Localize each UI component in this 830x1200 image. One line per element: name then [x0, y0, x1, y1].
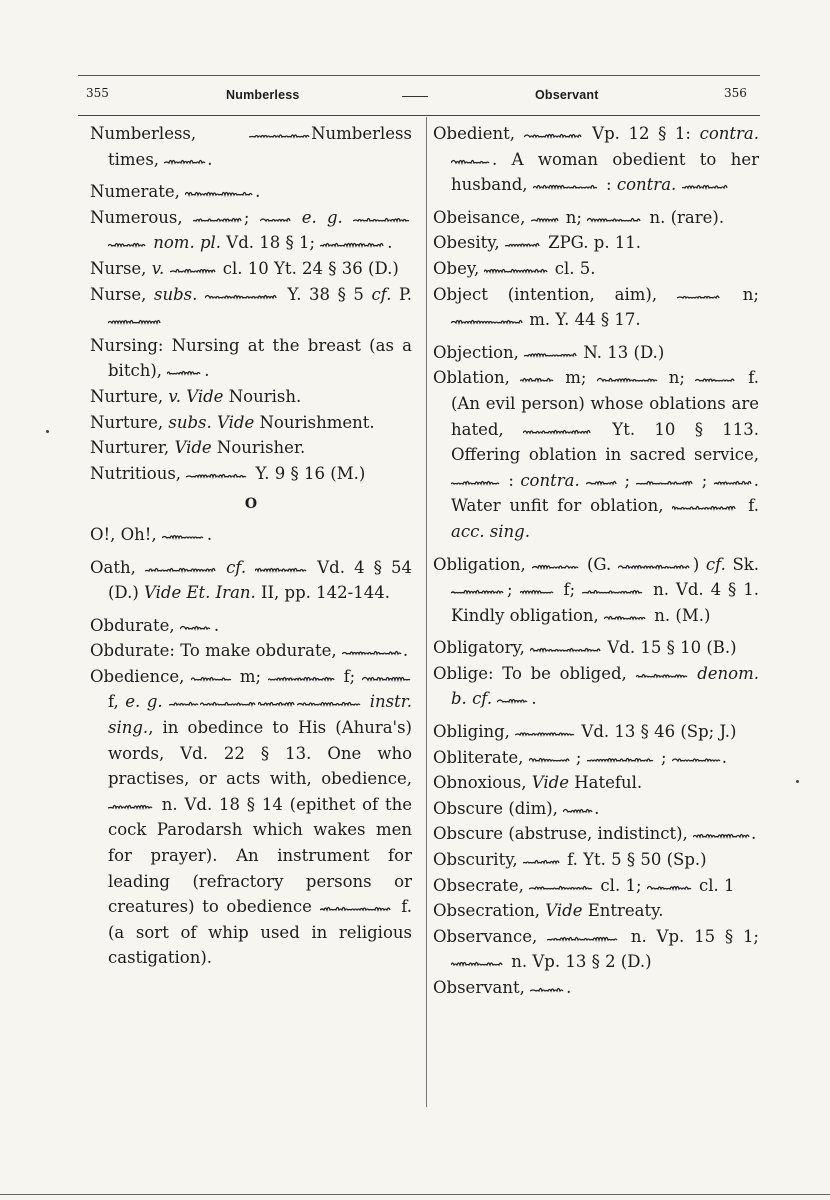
avestan-word-glyph [586, 478, 618, 487]
entry-text: ) cf. Sk. [692, 554, 759, 574]
dictionary-entry [433, 796, 759, 822]
entry-text: Numerous, [90, 207, 193, 227]
speck-mark [46, 430, 49, 433]
dictionary-entry [90, 613, 412, 639]
dictionary-entry [433, 365, 759, 544]
entry-text: Nurture, subs. Vide Nourishment. [90, 412, 375, 432]
entry-text: Nutritious, [90, 463, 187, 483]
entry-text: ; [695, 470, 714, 490]
avestan-word-glyph [530, 645, 602, 654]
entry-text: Obnoxious, Vide Hateful. [433, 773, 643, 793]
dictionary-entry [433, 282, 759, 333]
avestan-word-glyph [563, 806, 594, 815]
entry-text: . [531, 689, 537, 709]
dictionary-entry [90, 638, 412, 664]
entry-text: Vd. 13 § 46 (Sp; J.) [576, 722, 737, 742]
entry-text: Observance, [433, 926, 548, 946]
entry-text: e. g. [301, 207, 343, 227]
avestan-word-glyph [533, 182, 601, 191]
entry-text: . [751, 824, 757, 844]
entry-text: N. 13 (D.) [578, 342, 665, 362]
avestan-word-glyph [524, 131, 584, 140]
dictionary-entry [90, 179, 412, 205]
entry-text: . [594, 798, 600, 818]
dictionary-entry [90, 282, 412, 333]
dictionary-entry [433, 719, 759, 745]
entry-text: n. Vd. 18 § 14 (epithet of the cock Parodarsh which wakes men for prayer). An instrument for leading (refractory persons or creatures) to obedience [108, 794, 412, 917]
avestan-word-glyph [531, 215, 561, 224]
entry-text: n; [658, 368, 696, 388]
running-head-left: Numberless [226, 88, 300, 102]
left-column [90, 121, 412, 971]
entry-text: f. Yt. 5 § 50 (Sp.) [561, 850, 707, 870]
avestan-word-glyph [451, 478, 502, 487]
dictionary-entry [90, 522, 412, 548]
dictionary-entry [90, 205, 412, 256]
entry-text: n. (rare). [644, 207, 725, 227]
entry-text: . A woman obedient to her husband, [451, 149, 759, 195]
entry-text: Object (intention, aim), [433, 284, 677, 304]
section-letter [90, 492, 412, 518]
dictionary-entry [433, 770, 759, 796]
entry-text: Obey, [433, 258, 485, 278]
entry-text: Y. 9 § 16 (M.) [250, 463, 366, 483]
avestan-word-glyph [186, 471, 250, 480]
avestan-word-glyph [587, 755, 656, 764]
entry-text: Objection, [433, 342, 525, 362]
entry-text: ; [570, 747, 587, 767]
entry-text: . [721, 747, 728, 767]
entry-text: denom. b. cf. [451, 663, 759, 709]
avestan-word-glyph [185, 189, 255, 198]
entry-text: O [244, 496, 258, 513]
dictionary-entry [433, 821, 759, 847]
entry-text: Obligatory, [433, 638, 531, 658]
avestan-word-glyph [353, 215, 412, 224]
dictionary-entry [433, 975, 759, 1001]
dictionary-entry [90, 435, 412, 461]
entry-text: Vp. 12 § 1: contra. [583, 124, 759, 143]
dictionary-entry [90, 121, 412, 172]
entry-text: Obdurate, [90, 615, 180, 635]
entry-text: cl. 10 Yt. 24 § 36 (D.) [217, 258, 399, 278]
avestan-word-glyph [520, 375, 555, 384]
entry-text: Obscurity, [433, 850, 523, 870]
dictionary-entry [433, 898, 759, 924]
avestan-word-glyph [205, 292, 280, 301]
entry-text: f. (An evil person) whose oblations are hated, [451, 368, 759, 439]
avestan-word-glyph [255, 565, 308, 574]
avestan-word-glyph [170, 266, 218, 275]
entry-text: Nurture, v. Vide Nourish. [90, 386, 302, 406]
entry-text: n. Vp. 13 § 2 (D.) [506, 952, 652, 972]
avestan-word-glyph [532, 562, 580, 571]
entry-text: Obliterate, [433, 747, 529, 767]
avestan-word-glyph [484, 266, 549, 275]
dictionary-entry [90, 555, 412, 606]
entry-text: n. (M.) [649, 605, 711, 625]
avestan-word-glyph [693, 831, 751, 840]
entry-text: Obeisance, [433, 207, 531, 227]
avestan-word-glyph [258, 699, 297, 708]
entry-text: Oath, [90, 557, 145, 577]
dictionary-entry [433, 924, 759, 975]
avestan-word-glyph [672, 755, 722, 764]
entry-text: . Water unfit for oblation, [451, 470, 759, 516]
entry-text: . [206, 524, 213, 544]
avestan-word-glyph [451, 317, 524, 326]
entry-text: Obedience, [90, 666, 192, 686]
dictionary-entry [433, 873, 759, 899]
page-bottom-edge [0, 1194, 830, 1195]
avestan-word-glyph [524, 350, 578, 359]
dictionary-entry [433, 552, 759, 629]
dictionary-entry [433, 256, 759, 282]
top-rule [78, 75, 760, 76]
avestan-word-glyph [530, 985, 566, 994]
avestan-word-glyph [164, 157, 207, 166]
avestan-word-glyph [636, 478, 695, 487]
avestan-word-glyph [200, 699, 258, 708]
entry-text: : contra. [502, 470, 580, 490]
avestan-word-glyph [682, 182, 731, 191]
avestan-word-glyph [505, 240, 543, 249]
entry-text: cf. [226, 557, 247, 577]
avestan-word-glyph [320, 904, 394, 913]
dictionary-entry [90, 384, 412, 410]
entry-text: n; [722, 284, 759, 304]
running-head-dash [402, 96, 428, 97]
entry-text: . [402, 641, 409, 661]
entry-text: Vd. 4 § 54 (D.) Vide Et. Iran. II, pp. 142-144. [108, 557, 412, 603]
entry-text: ; [618, 470, 637, 490]
dictionary-entry [90, 461, 412, 487]
speck-mark [796, 780, 799, 783]
dictionary-entry [433, 340, 759, 366]
dictionary-entry [433, 205, 759, 231]
avestan-word-glyph [529, 883, 595, 892]
running-head-right: Observant [535, 88, 599, 102]
avestan-word-glyph [523, 857, 562, 866]
entry-text: Yt. 10 § 113. Offering oblation in sacred service, [451, 419, 759, 465]
entry-text: ; [507, 580, 520, 600]
avestan-word-glyph [167, 368, 204, 377]
entry-text: Nursing: Nursing at the breast (as a bitch), [90, 335, 412, 381]
avestan-word-glyph [636, 671, 689, 680]
entry-text: Nurse, v. [90, 258, 165, 278]
entry-text: m; [233, 666, 268, 686]
avestan-word-glyph [547, 934, 621, 943]
avestan-word-glyph [587, 215, 644, 224]
dictionary-entry [433, 121, 759, 198]
entry-text: cl. 1; [595, 875, 647, 895]
avestan-word-glyph [529, 755, 571, 764]
avestan-word-glyph [677, 292, 723, 301]
entry-text: Numberless times, [108, 124, 412, 169]
entry-text: . [255, 182, 261, 202]
entry-text: Obscure (dim), [433, 798, 564, 818]
entry-text: O!, Oh!, [90, 524, 162, 544]
avestan-word-glyph [193, 215, 244, 224]
entry-text: nom. pl. Vd. 18 § 1; [153, 233, 321, 253]
entry-text: Obscure (abstruse, indistinct), [433, 824, 694, 844]
avestan-word-glyph [162, 532, 207, 541]
entry-text: Y. 38 § 5 cf. P. [279, 284, 413, 304]
avestan-word-glyph [582, 587, 646, 596]
entry-text: Observant, [433, 978, 531, 997]
avestan-word-glyph [362, 674, 412, 683]
entry-text: Obsecration, Vide Entreaty. [433, 901, 664, 921]
entry-text: Vd. 15 § 10 (B.) [602, 638, 737, 658]
avestan-word-glyph [523, 427, 593, 436]
entry-text: ZPG. p. 11. [542, 233, 642, 253]
entry-text: . [207, 149, 213, 169]
avestan-word-glyph [451, 587, 507, 596]
avestan-word-glyph [145, 565, 217, 574]
avestan-word-glyph [297, 699, 363, 708]
avestan-word-glyph [268, 674, 337, 683]
entry-text: Oblige: To be obliged, [433, 663, 636, 683]
avestan-word-glyph [520, 587, 557, 596]
entry-text: cl. 5. [549, 258, 596, 278]
avestan-word-glyph [108, 240, 148, 249]
avestan-word-glyph [260, 215, 292, 224]
avestan-word-glyph [497, 696, 531, 705]
entry-text: n. Vp. 15 § 1; [621, 926, 759, 946]
entry-text: Nurturer, Vide Nourisher. [90, 438, 306, 458]
avestan-word-glyph [191, 674, 233, 683]
entry-text: n. Vd. 4 § 1. Kindly obligation, [451, 580, 760, 625]
entry-text: Numberless, [90, 124, 250, 143]
dictionary-entry [433, 847, 759, 873]
entry-text: Nurse, subs. [90, 284, 198, 304]
entry-text: Obedient, [433, 124, 524, 143]
dictionary-entry [90, 410, 412, 436]
entry-text: f. (a sort of whip used in religious castigation). [108, 897, 412, 968]
dictionary-entry [90, 333, 412, 384]
avestan-word-glyph [618, 562, 693, 571]
entry-text: Numerate, [90, 182, 186, 202]
entry-text: f; [556, 580, 583, 600]
avestan-word-glyph [597, 375, 659, 384]
dictionary-entry [433, 635, 759, 661]
entry-text: f; [336, 666, 362, 686]
entry-text: . [566, 978, 572, 997]
avestan-word-glyph [672, 503, 739, 512]
dictionary-entry [433, 230, 759, 256]
entry-text: m. Y. 44 § 17. [524, 310, 641, 330]
entry-text: (G. [580, 554, 618, 574]
entry-text: Obesity, [433, 233, 505, 253]
dictionary-entry [90, 256, 412, 282]
avestan-word-glyph [515, 729, 576, 738]
entry-text: Obdurate: To make obdurate, [90, 641, 342, 661]
entry-text: . [213, 615, 220, 635]
entry-text: . [204, 361, 210, 381]
avestan-word-glyph [108, 802, 155, 811]
entry-text: Obliging, [433, 722, 516, 742]
header-rule [78, 115, 760, 116]
avestan-word-glyph [451, 157, 492, 166]
entry-text: . [387, 233, 393, 253]
avestan-word-glyph [695, 375, 738, 384]
entry-text: n; [560, 207, 588, 227]
avestan-word-glyph [604, 613, 649, 622]
avestan-word-glyph [249, 131, 311, 140]
avestan-word-glyph [451, 959, 506, 968]
avestan-word-glyph [180, 623, 214, 632]
entry-text: instr. sing., in obedince to His (Ahura's) words, Vd. 22 § 13. One who practises, or acts with, obedience, [108, 692, 413, 789]
dictionary-entry [90, 664, 412, 971]
entry-text: m; [555, 368, 597, 388]
dictionary-entry [433, 745, 759, 771]
entry-text: f, e. g. [108, 692, 163, 712]
entry-text: ; [243, 207, 260, 227]
page-number-right: 356 [724, 86, 747, 100]
avestan-word-glyph [108, 317, 164, 326]
dictionary-entry [433, 661, 759, 712]
entry-text: Obligation, [433, 554, 533, 574]
entry-text: Oblation, [433, 368, 521, 388]
avestan-word-glyph [714, 478, 754, 487]
entry-text: Obsecrate, [433, 875, 530, 895]
right-column [433, 121, 759, 1001]
entry-text: f. acc. sing. [451, 496, 759, 541]
column-divider [426, 117, 427, 1107]
avestan-word-glyph [320, 240, 387, 249]
entry-text: ; [655, 747, 672, 767]
avestan-word-glyph [169, 699, 200, 708]
avestan-word-glyph [647, 883, 694, 892]
page-number-left: 355 [86, 86, 109, 100]
entry-text: : contra. [600, 175, 677, 195]
entry-text: cl. 1 [693, 875, 735, 895]
avestan-word-glyph [342, 648, 403, 657]
